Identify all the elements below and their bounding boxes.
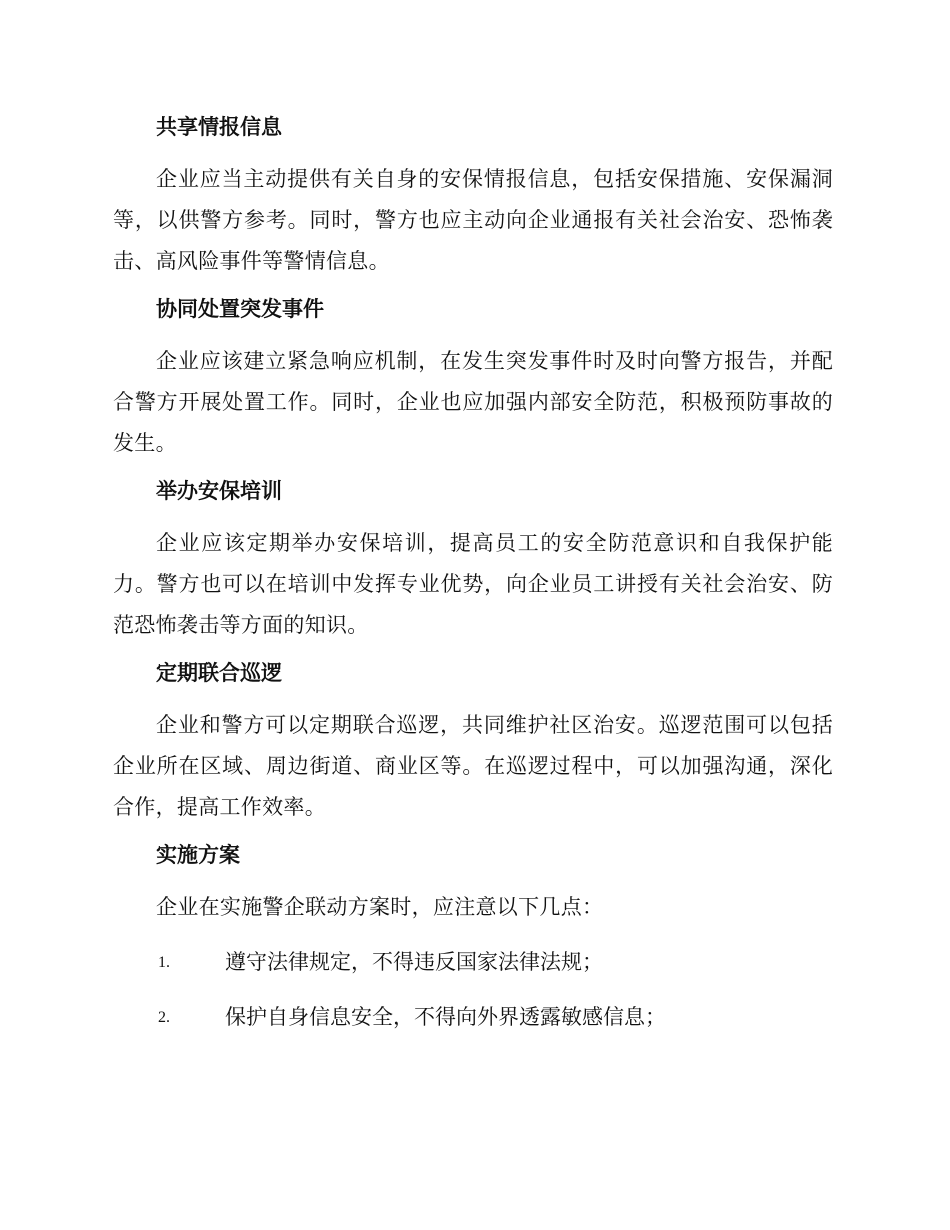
list-item-number: 2. — [158, 1009, 170, 1026]
section-heading-4: 定期联合巡逻 — [156, 661, 282, 685]
section-paragraph-4: 企业和警方可以定期联合巡逻，共同维护社区治安。巡逻范围可以包括企业所在区域、周边街道、商业区等。在巡逻过程中，可以加强沟通，深化合作，提高工作效率。 — [113, 713, 833, 819]
section-paragraph-3: 企业应该定期举办安保培训，提高员工的安全防范意识和自我保护能力。警方也可以在培训中发挥专业优势，向企业员工讲授有关社会治安、防范恐怖袭击等方面的知识。 — [113, 531, 833, 637]
list-item-number: 1. — [158, 954, 170, 971]
section-heading-5: 实施方案 — [156, 843, 240, 867]
list-item — [113, 942, 833, 983]
list-item-text: 遵守法律规定，不得违反国家法律法规； — [225, 950, 603, 974]
section-heading-3: 举办安保培训 — [156, 479, 282, 503]
section-paragraph-2: 企业应该建立紧急响应机制，在发生突发事件时及时向警方报告，并配合警方开展处置工作。同时，企业也应加强内部安全防范，积极预防事故的发生。 — [113, 349, 833, 455]
document-page — [113, 100, 833, 1038]
list-item — [113, 997, 833, 1038]
section-heading-1: 共享情报信息 — [156, 115, 282, 139]
list-item-text: 保护自身信息安全，不得向外界透露敏感信息； — [225, 1005, 666, 1029]
section-paragraph-5: 企业在实施警企联动方案时，应注意以下几点： — [156, 895, 604, 919]
section-heading-2: 协同处置突发事件 — [156, 297, 324, 321]
section-paragraph-1: 企业应当主动提供有关自身的安保情报信息，包括安保措施、安保漏洞等，以供警方参考。同时，警方也应主动向企业通报有关社会治安、恐怖袭击、高风险事件等警情信息。 — [113, 167, 833, 273]
